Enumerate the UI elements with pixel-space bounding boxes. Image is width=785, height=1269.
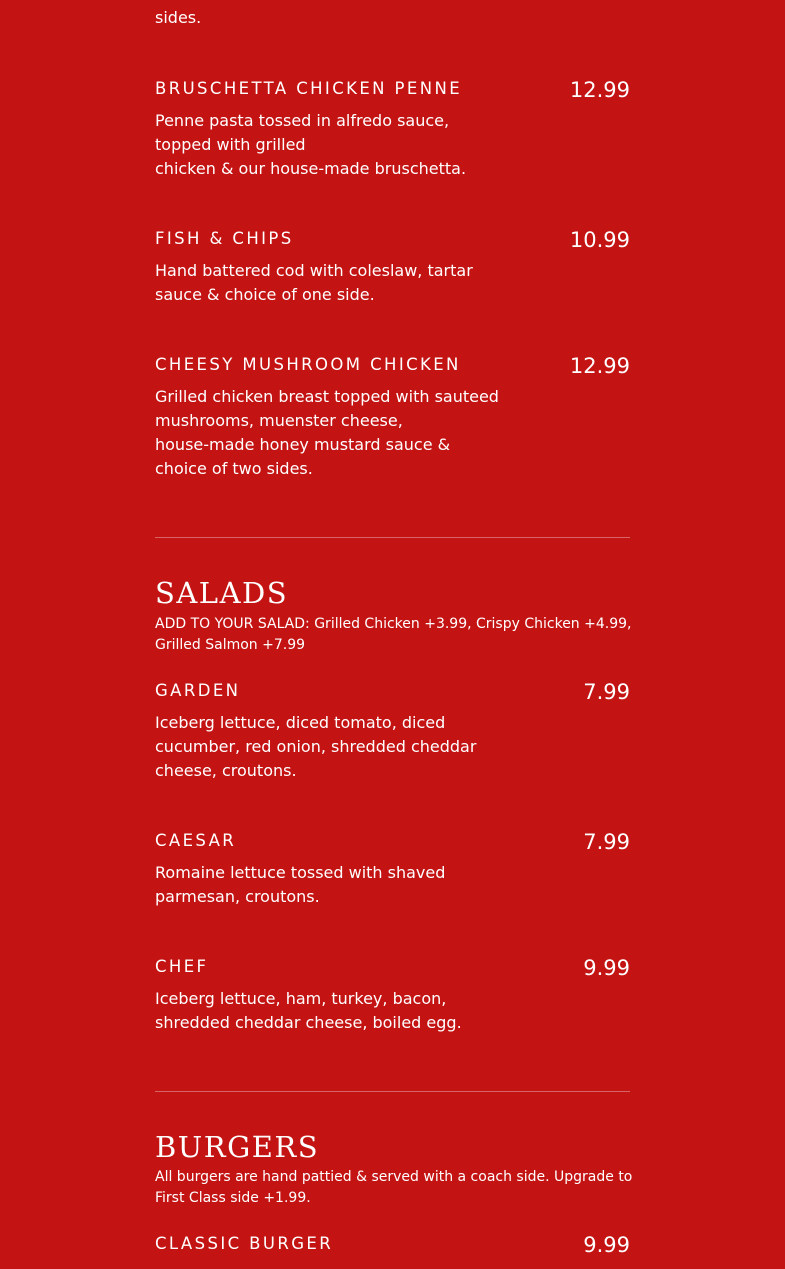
item-price: 9.99 <box>583 1233 630 1257</box>
description-line: cheese, croutons. <box>155 761 297 780</box>
description-line: mushrooms, muenster cheese, <box>155 411 403 430</box>
description-line: house-made honey mustard sauce & <box>155 435 451 454</box>
item-price: 12.99 <box>569 78 630 102</box>
description-line: parmesan, croutons. <box>155 887 320 906</box>
description-line: sauce & choice of one side. <box>155 285 375 304</box>
item-name: CHEF <box>155 957 209 976</box>
item-description <box>155 711 505 783</box>
item-name: CHEESY MUSHROOM CHICKEN <box>155 355 461 374</box>
item-description <box>155 987 505 1035</box>
item-name: BRUSCHETTA CHICKEN PENNE <box>155 79 463 98</box>
description-line: Iceberg lettuce, diced tomato, diced <box>155 713 446 732</box>
item-price: 7.99 <box>583 830 630 854</box>
description-line: Iceberg lettuce, ham, turkey, bacon, <box>155 989 447 1008</box>
item-price: 12.99 <box>569 354 630 378</box>
item-description <box>155 109 505 181</box>
section-note-burgers: All burgers are hand pattied & served with a coach side. Upgrade to First Class side +1.99. <box>155 1169 633 1206</box>
description-line: Grilled chicken breast topped with sauteed <box>155 387 499 406</box>
section-divider <box>155 1091 630 1092</box>
item-description <box>155 385 505 481</box>
item-price: 9.99 <box>583 956 630 980</box>
description-line: Hand battered cod with coleslaw, tartar <box>155 261 473 280</box>
item-price: 7.99 <box>583 680 630 704</box>
description-line: Romaine lettuce tossed with shaved <box>155 863 446 882</box>
item-description <box>155 861 505 909</box>
description-line: choice of two sides. <box>155 459 313 478</box>
section-divider <box>155 537 630 538</box>
description-line: shredded cheddar cheese, boiled egg. <box>155 1013 462 1032</box>
item-name: FISH & CHIPS <box>155 229 294 248</box>
description-line: Penne pasta tossed in alfredo sauce, <box>155 111 450 130</box>
item-name: CAESAR <box>155 831 237 850</box>
item-description <box>155 259 505 307</box>
description-line: cucumber, red onion, shredded cheddar <box>155 737 477 756</box>
description-fragment: sides. <box>155 8 202 27</box>
section-note-salads: ADD TO YOUR SALAD: Grilled Chicken +3.99, Crispy Chicken +4.99, Grilled Salmon +7.99 <box>155 616 632 653</box>
description-line: topped with grilled <box>155 135 306 154</box>
item-price: 10.99 <box>569 228 630 252</box>
description-line: chicken & our house-made bruschetta. <box>155 159 467 178</box>
section-title-burgers: BURGERS <box>155 1130 320 1164</box>
item-name: GARDEN <box>155 681 241 700</box>
section-title-salads: SALADS <box>155 576 289 610</box>
item-name: CLASSIC BURGER <box>155 1234 334 1253</box>
